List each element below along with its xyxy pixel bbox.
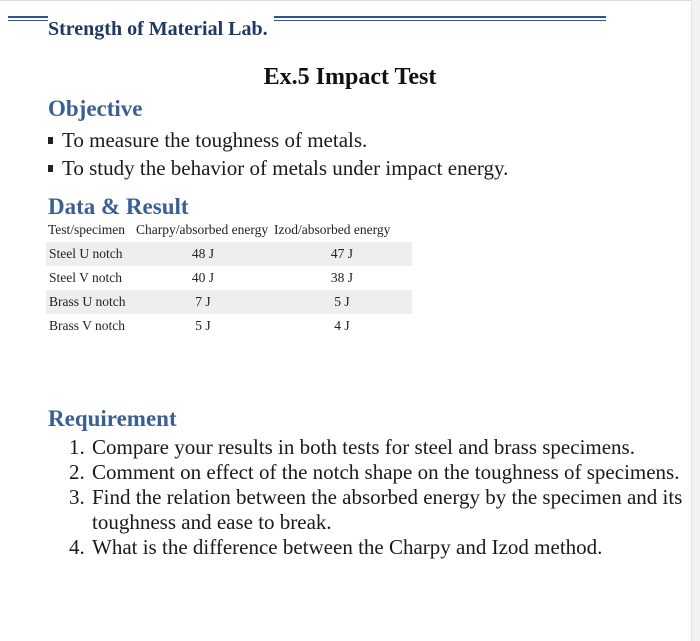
requirement-item: 3. Find the relation between the absorbed energy by the specimen and its toughness and ease to break. [90, 485, 690, 535]
izod-cell: 47 J [272, 242, 412, 266]
specimen-cell: Brass V notch [49, 318, 126, 333]
charpy-cell: 7 J [134, 290, 272, 314]
lab-title: Strength of Material Lab. [48, 16, 274, 42]
results-table [46, 218, 412, 338]
table-header-row [46, 218, 412, 242]
requirement-item: 2. Comment on effect of the notch shape on the toughness of specimens. [90, 460, 690, 485]
izod-cell: 38 J [330, 270, 354, 285]
table-row [46, 242, 412, 266]
data-result-heading: Data & Result [48, 194, 189, 219]
table-row [46, 266, 412, 290]
column-header: Izod/absorbed energy [274, 222, 391, 237]
column-header: Test/specimen [48, 222, 126, 237]
table-row [46, 314, 412, 338]
izod-cell: 4 J [334, 318, 350, 333]
charpy-cell: 40 J [191, 270, 215, 285]
requirement-item: 4. What is the difference between the Charpy and Izod method. [90, 535, 690, 560]
requirement-item: 1. Compare your results in both tests for steel and brass specimens. [90, 435, 690, 460]
objective-item: To study the behavior of metals under impact energy. [48, 154, 508, 182]
requirement-list [50, 435, 690, 560]
specimen-cell: Brass U notch [46, 290, 134, 314]
page-title [0, 64, 700, 91]
charpy-cell: 48 J [134, 242, 272, 266]
objective-heading: Objective [48, 96, 143, 121]
specimen-cell: Steel V notch [49, 270, 122, 285]
objective-list [48, 126, 508, 182]
table-row [46, 290, 412, 314]
page-title-text: Ex.5 Impact Test [263, 64, 437, 90]
top-border [0, 0, 700, 1]
column-header: Charpy/absorbed energy [136, 222, 269, 237]
objective-item: To measure the toughness of metals. [48, 126, 508, 154]
izod-cell: 5 J [272, 290, 412, 314]
charpy-cell: 5 J [195, 318, 211, 333]
requirement-heading: Requirement [48, 406, 177, 431]
specimen-cell: Steel U notch [46, 242, 134, 266]
vertical-scrollbar[interactable] [691, 0, 700, 641]
